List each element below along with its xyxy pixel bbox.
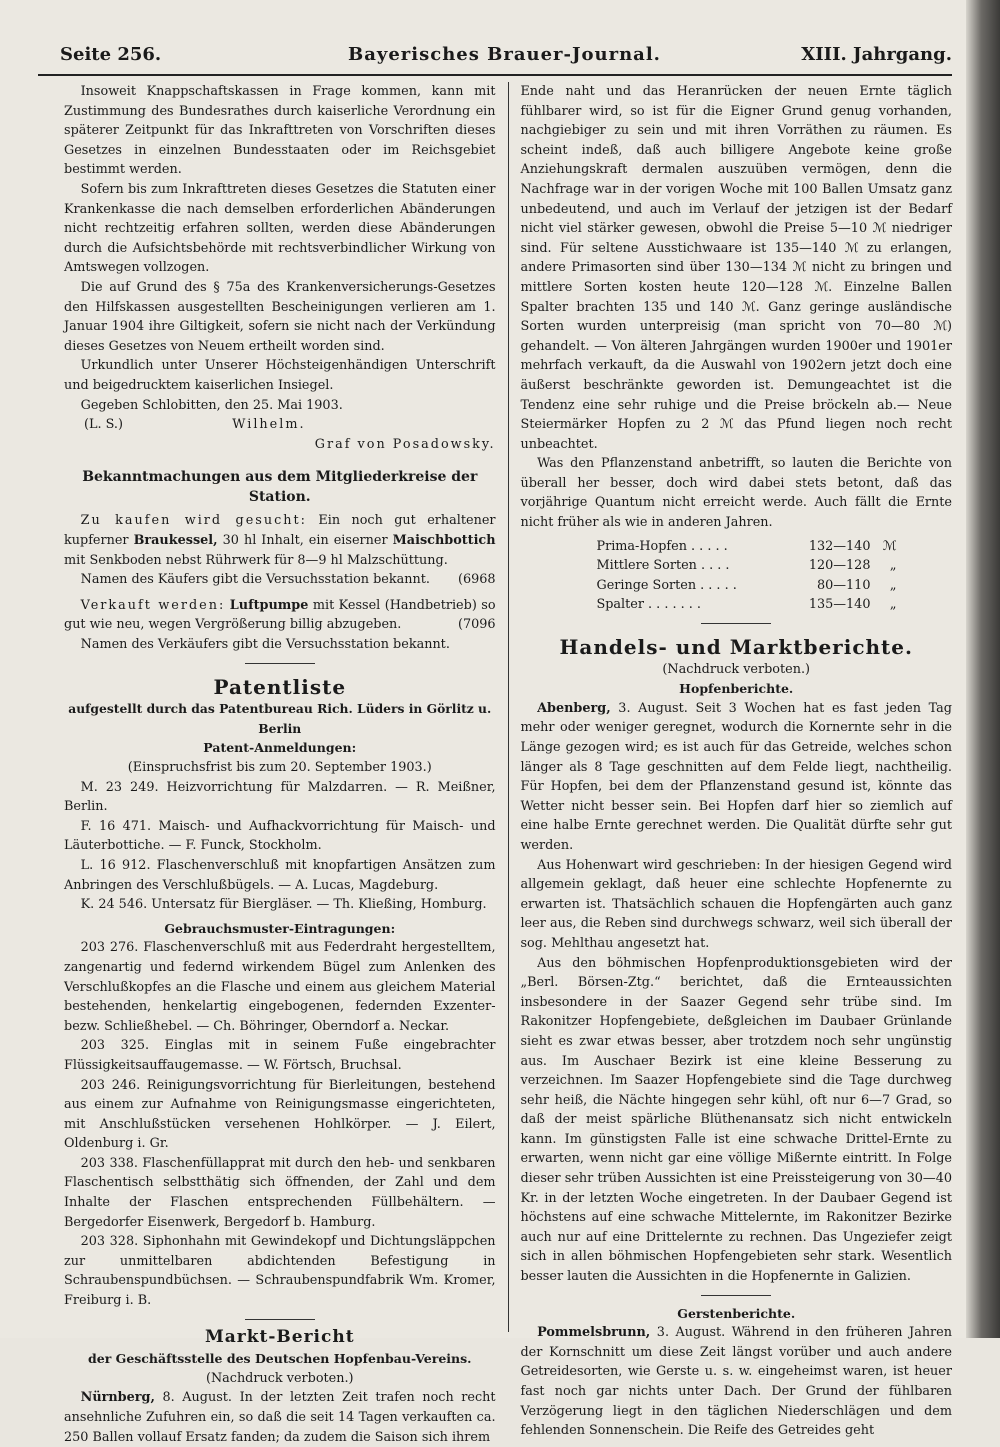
announcements-title: Bekanntmachungen aus dem Mitgliederkreise der Station. bbox=[82, 469, 478, 505]
price-unit: ℳ bbox=[882, 538, 897, 554]
utility-model-entry: 203 325. Einglas mit in seinem Fuße eingebrachter Flüssigkeitsauffaugemasse. — W. Förtsch, Bruchsal. bbox=[64, 1038, 496, 1073]
sell-item-luftpumpe: Luftpumpe bbox=[229, 597, 309, 613]
signature-line bbox=[64, 415, 496, 435]
price-label: Spalter . . . . . . . bbox=[596, 597, 701, 613]
signature-wilhelm: Wilhelm. bbox=[232, 417, 306, 433]
section-divider bbox=[701, 623, 771, 624]
sell-names: Namen des Verkäufers gibt die Versuchsstation bekannt. bbox=[80, 637, 450, 653]
reprint-notice: (Nachdruck verboten.) bbox=[205, 1370, 354, 1386]
header-rule bbox=[38, 74, 952, 76]
volume-label: XIII. Jahrgang. bbox=[801, 44, 952, 65]
utility-model-entry: 203 276. Flaschenverschluß mit aus Federdraht hergestelltem, zangenartig und federnd wirkendem Bügel zum Anlenken des Verschlußkopfes an die Flasche und einem aus gleichem Material bestehenden, henkelartig eingebogenen, federnden Exzenter- bezw. Schließhebel. — Ch. Böhringer, Oberndorf a. Neckar. bbox=[64, 940, 496, 1034]
right-column bbox=[520, 82, 952, 1439]
page-header bbox=[38, 38, 952, 72]
left-column bbox=[64, 82, 496, 1445]
bohemia-report: Aus den böhmischen Hopfenproduktionsgebieten wird der „Berl. Börsen-Ztg.“ berichtet, daß die Ernteaussichten insbesondere in der Saazer Gegend sehr trübe sind. Im Rakonitzer Hopfengebiete, deßgleichen im Daubaer Grünlande sieht es zwar etwas besser, aber trotzdem noch sehr ungünstig aus. Im Auschaer Bezirk ist eine kleine Besserung zu verzeichnen. Im Saazer Hopfengebiete sind die Tage durchweg sehr heiß, die Nächte hingegen sehr kühl, oft nur 6—7 Grad, so daß der meist spärliche Blüthenansatz sich nicht entwickeln kann. Im günstigsten Falle ist eine schwache Drittel-Ernte zu erwarten, wenn nicht gar eine völlige Mißernte eintritt. In Folge dieser sehr trüben Aussichten ist eine Preissteigerung von 30—40 Kr. in der letzten Woche eingetreten. In der Daubaer Gegend ist höchstens auf eine schwache Mittelernte, im Rakonitzer Bezirke auch nur auf eine Drittelernte zu rechnen. Das Ungeziefer zeigt sich in allen böhmischen Hopfengebieten sehr stark. Wesentlich besser lauten die Aussichten in die Hopfenernte in Galizien. bbox=[520, 955, 952, 1285]
utility-model-entry: 203 338. Flaschenfüllapprat mit durch den heb- und senkbaren Flaschentisch selbstthätig sich öffnenden, der Zahl und dem Inhalte der Flaschen entsprechenden Füllbehältern. — Bergedorfer Eisenwerk, Bergedorf b. Hamburg. bbox=[64, 1155, 496, 1230]
abenberg-text: 3. August. Seit 3 Wochen hat es fast jeden Tag mehr oder weniger geregnet, wodurch die Kornernte sehr in die Länge gezogen wird; es ist auch für das Getreide, welches schon länger als 8 Tage geschnitten auf dem Felde liegt, nachtheilig. Für Hopfen, bei dem der Pflanzenstand gesund ist, könnte das Wetter nicht besser sein. Bei Hopfen darf hier so ziemlich auf eine halbe Ernte gerechnet werden. Die Qualität dürfte sehr gut werden. bbox=[520, 700, 952, 853]
seal-label: (L. S.) bbox=[84, 417, 123, 433]
sell-text: mit Kessel (Handbetrieb) so gut wie neu, wegen Vergrößerung billig abzugeben. bbox=[64, 597, 496, 633]
city-pommelsbrunn: Pommelsbrunn, bbox=[537, 1325, 651, 1341]
patent-objection-deadline: (Einspruchsfrist bis zum 20. September 1903.) bbox=[127, 760, 432, 775]
buy-item-braukessel: Braukessel, bbox=[133, 533, 218, 549]
sell-notice bbox=[64, 596, 496, 635]
abenberg-report bbox=[520, 699, 952, 856]
city-abenberg: Abenberg, bbox=[537, 700, 611, 716]
price-table bbox=[596, 537, 896, 615]
patent-list-subtitle: aufgestellt durch das Patentbureau Rich. Lüders in Görlitz u. Berlin bbox=[68, 701, 492, 736]
buy-item-maischbottich: Maischbottich bbox=[392, 533, 496, 549]
sell-label: Verkauft werden: bbox=[80, 597, 226, 613]
buy-names: Namen des Käufers gibt die Versuchsstation bekannt. bbox=[80, 572, 430, 588]
price-label: Mittlere Sorten . . . . bbox=[596, 558, 730, 574]
price-row bbox=[596, 595, 896, 615]
patent-entry: K. 24 546. Untersatz für Biergläser. — Th. Kließing, Homburg. bbox=[80, 897, 487, 913]
column-separator bbox=[508, 82, 509, 1332]
paragraph: Sofern bis zum Inkrafttreten dieses Gesetzes die Statuten einer Krankenkasse die nach demselben erforderlichen Abänderungen nicht rechtzeitig erfahren sollten, werden diese Abänderungen durch die Aufsichtsbehörde mit rechtsverbindlicher Wirkung von Amtswegen vollzogen. bbox=[64, 181, 496, 276]
pommelsbrunn-text: 3. August. Während in den früheren Jahren der Kornschnitt um diese Zeit längst vorüber und auch andere Getreidesorten, wie Gerste u. s. w. eingeheimst waren, ist heuer fast noch gar nichts unter Dach. Der Grund der fühlbaren Verzögerung liegt in den täglichen Niederschlägen und dem fehlenden Sonnenschein. Die Reife des Getreides geht bbox=[520, 1325, 952, 1439]
price-value: 132—140 bbox=[808, 538, 871, 554]
pommelsbrunn-report bbox=[520, 1323, 952, 1441]
journal-title: Bayerisches Brauer-Journal. bbox=[348, 44, 661, 65]
paragraph: Insoweit Knappschaftskassen in Frage kommen, kann mit Zustimmung des Bundesrathes durch kaiserliche Verordnung ein späterer Zeitpunkt für das Inkrafttreten von Vorschriften dieses Gesetzes in einzelnen Bundesstaaten oder im Reichsgebiet bestimmt werden. bbox=[64, 84, 496, 178]
paragraph: Was den Pflanzenstand anbetrifft, so lauten die Berichte von überall her besser, doch wird dabei stets betont, daß das vorjährige Quantum nicht erreicht werde. Auch fällt die Ernte nicht früher als wie in anderen Jahren. bbox=[520, 456, 952, 531]
buy-text: Ein noch gut erhaltener kupferner bbox=[64, 513, 496, 549]
buy-label: Zu kaufen wird gesucht: bbox=[80, 513, 307, 529]
patent-applications-heading: Patent-Anmeldungen: bbox=[203, 740, 357, 756]
price-row bbox=[596, 537, 896, 557]
given-date: Gegeben Schlobitten, den 25. Mai 1903. bbox=[80, 397, 343, 413]
city-nuernberg: Nürnberg, bbox=[80, 1390, 155, 1406]
patent-entry: F. 16 471. Maisch- und Aufhackvorrichtung für Maisch- und Läuterbottiche. — F. Funck, Stockholm. bbox=[64, 818, 496, 854]
price-label: Geringe Sorten . . . . . bbox=[596, 577, 737, 593]
section-divider bbox=[245, 1319, 315, 1320]
paragraph: Ende naht und das Heranrücken der neuen Ernte täglich fühlbarer wird, so ist für die Eigner Grund genug vorhanden, nachgiebiger zu sein und mit ihren Vorräthen zu räumen. Es scheint indeß, daß auch billigere Angebote keine große Anziehungskraft dermalen auszuüben vermögen, denn die Nachfrage war in der vorigen Woche mit 100 Ballen Umsatz ganz unbedeutend, und auch im Verlauf der jetzigen ist der Bedarf nicht viel stärker gewesen, obwohl die Preise 5—10 ℳ niedriger sind. Für seltene Ausstichwaare ist 135—140 ℳ zu erlangen, andere Primasorten sind über 130—134 ℳ nicht zu bringen und mittlere Sorten kosten heute 120—128 ℳ. Einzelne Ballen Spalter brachten 135 und 140 ℳ. Ganz geringe ausländische Sorten wurden unterpreisig (man spricht von 70—80 ℳ) gehandelt. — Von älteren Jahrgängen wurden 1900er und 1901er mehrfach verkauft, da die Auswahl von 1902ern jetzt doch eine äußerst beschränkte geworden ist. Demungeachtet ist die Tendenz eine sehr ruhige und die Preise bröckeln ab.— Neue Steiermärker Hopfen zu 2 ℳ das Pfund liegen noch recht unbeachtet. bbox=[520, 84, 952, 452]
buy-text: mit Senkboden nebst Rührwerk für 8—9 hl Malzschüttung. bbox=[64, 552, 448, 568]
page-edge-shadow bbox=[966, 0, 1000, 1338]
trade-reports-title: Handels- und Marktberichte. bbox=[559, 635, 913, 660]
utility-model-entry: 203 246. Reinigungsvorrichtung für Bierleitungen, bestehend aus einem zur Aufnahme von Reinigungsmasse eingerichteten, mit Anschlußstücken versehenen Hohlkörper. — J. Eilert, Oldenburg i. Gr. bbox=[64, 1077, 496, 1152]
price-value: 120—128 bbox=[808, 558, 871, 574]
buy-text: 30 hl Inhalt, ein eiserner bbox=[222, 533, 388, 549]
buy-number: (6968 bbox=[457, 572, 496, 588]
patent-list-title: Patentliste bbox=[213, 674, 347, 699]
market-report-subtitle: der Geschäftsstelle des Deutschen Hopfenbau-Vereins. bbox=[88, 1351, 472, 1367]
hop-reports-heading: Hopfenberichte. bbox=[679, 681, 794, 697]
paragraph: Die auf Grund des § 75a des Krankenversicherungs-Gesetzes den Hilfskassen ausgestellten Bescheinigungen verlieren am 1. Januar 1904 ihre Giltigkeit, sofern sie nicht nach der Verkündung dieses Gesetzes von Neuem ertheilt worden sind. bbox=[64, 279, 496, 354]
hohenwart-report: Aus Hohenwart wird geschrieben: In der hiesigen Gegend wird allgemein geklagt, daß heuer eine schlechte Hopfenernte zu erwarten ist. Thatsächlich schauen die Hopfengärten auch ganz leer aus, die Reben sind durchwegs schwarz, weil sich überall der sog. Mehlthau angesetzt hat. bbox=[520, 857, 952, 951]
columns bbox=[38, 82, 952, 1445]
price-unit: „ bbox=[889, 577, 897, 593]
page-number: Seite 256. bbox=[60, 44, 162, 65]
patent-entry: L. 16 912. Flaschenverschluß mit knopfartigen Ansätzen zum Anbringen des Verschlußbügels. — A. Lucas, Magdeburg. bbox=[64, 857, 496, 893]
price-label: Prima-Hopfen . . . . . bbox=[596, 538, 728, 554]
price-unit: „ bbox=[889, 558, 897, 574]
price-value: 80—110 bbox=[816, 577, 871, 593]
market-report-title: Markt-Bericht bbox=[204, 1326, 355, 1347]
price-unit: „ bbox=[889, 597, 897, 613]
price-value: 135—140 bbox=[808, 597, 871, 613]
reprint-notice: (Nachdruck verboten.) bbox=[662, 661, 811, 677]
patent-entry: M. 23 249. Heizvorrichtung für Malzdarren. — R. Meißner, Berlin. bbox=[64, 779, 496, 815]
price-row bbox=[596, 576, 896, 596]
market-report-text bbox=[64, 1388, 496, 1447]
sell-number: (7096 bbox=[457, 617, 496, 633]
utility-models-heading: Gebrauchsmuster-Eintragungen: bbox=[164, 920, 396, 936]
paragraph: Urkundlich unter Unserer Höchsteigenhändigen Unterschrift und beigedrucktem kaiserlichen Insiegel. bbox=[64, 358, 496, 393]
utility-model-entry: 203 328. Siphonhahn mit Gewindekopf und Dichtungsläppchen zur unmittelbaren abdichtenden Befestigung in Schraubenspundbüchsen. — Schraubenspundfabrik Wm. Kromer, Freiburg i. B. bbox=[64, 1234, 496, 1309]
signature-posadowsky: Graf von Posadowsky. bbox=[314, 436, 496, 452]
price-row bbox=[596, 556, 896, 576]
barley-reports-heading: Gerstenberichte. bbox=[677, 1305, 796, 1321]
section-divider bbox=[245, 663, 315, 664]
section-divider bbox=[701, 1295, 771, 1296]
market-report-body: 8. August. In der letzten Zeit trafen noch recht ansehnliche Zufuhren ein, so daß die seit 14 Tagen verkauften ca. 250 Ballen vollauf Ersatz fanden; da zudem die Saison sich ihrem bbox=[64, 1390, 496, 1445]
